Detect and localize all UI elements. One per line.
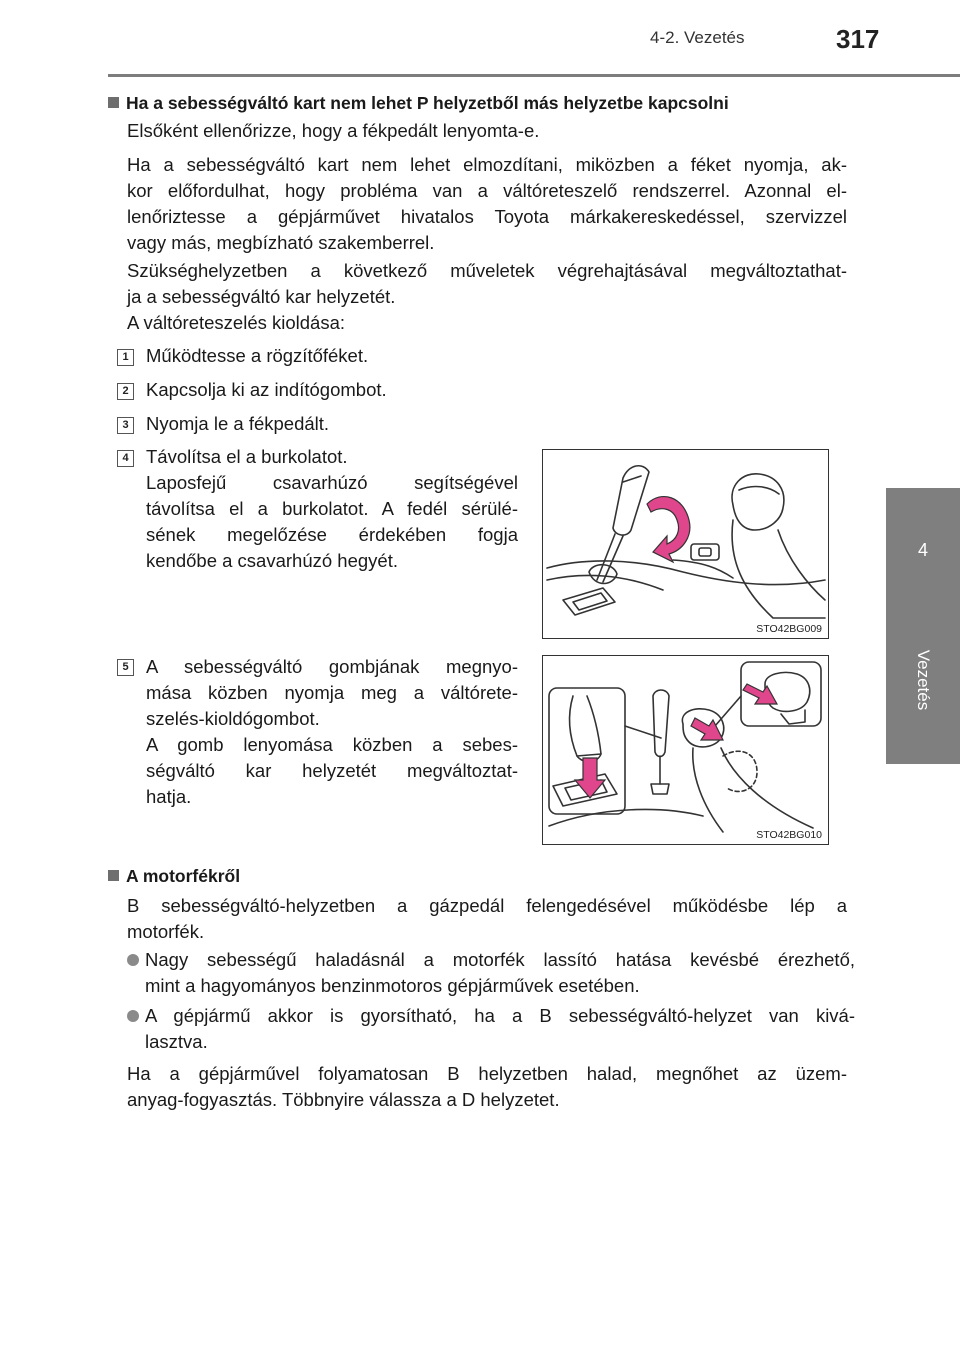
text-line: mása közben nyomja meg a váltórete-	[146, 682, 518, 703]
text-line: szelés-kioldógombot.	[146, 708, 320, 729]
page-number: 317	[836, 24, 880, 54]
text-line: A sebességváltó gombjának megnyo-	[146, 656, 518, 677]
circle-bullet-icon	[127, 954, 139, 966]
text-line: Ha a gépjárművel folyamatosan B helyzetben halad, megnőhet az üzem-	[127, 1063, 847, 1084]
step-number-badge: 2	[117, 383, 134, 400]
figure-code: STO42BG009	[756, 623, 822, 635]
text-line: Ha a sebességváltó kart nem lehet elmozdítani, miközben a féket nyomja, ak-	[127, 154, 847, 175]
text-line: A gépjármű akkor is gyorsítható, ha a B sebességváltó-helyzet van kivá-	[145, 1005, 855, 1026]
step-text: Kapcsolja ki az indítógombot.	[146, 379, 387, 400]
step-text: Nyomja le a fékpedált.	[146, 413, 330, 434]
step-text-block	[146, 444, 518, 574]
paragraph	[127, 1061, 847, 1113]
chapter-title: Vezetés	[914, 649, 933, 711]
text-line: Szükséghelyzetben a következő műveletek végrehajtásával megváltoztathat-	[127, 260, 847, 281]
text-line: kendőbe a csavarhúzó hegyét.	[146, 550, 398, 571]
text-line: A gomb lenyomása közben a sebes-	[146, 734, 518, 755]
text-line: hatja.	[146, 786, 192, 807]
paragraph	[127, 152, 847, 256]
figure-remove-cover	[542, 449, 829, 639]
illustration-shift-release	[543, 656, 828, 844]
illustration-screwdriver-cover	[543, 450, 828, 638]
paragraph	[127, 258, 847, 310]
text-line: motorfék.	[127, 921, 205, 942]
paragraph: Elsőként ellenőrizze, hogy a fékpedált lenyomta-e.	[127, 120, 540, 141]
text-line: Laposfejű csavarhúzó segítségével	[146, 472, 518, 493]
text-line: ja a sebességváltó kar helyzetét.	[127, 286, 396, 307]
text-line: vagy más, megbízható szakemberrel.	[127, 232, 435, 253]
circle-bullet-icon	[127, 1010, 139, 1022]
text-line: Nagy sebességű haladásnál a motorfék lassító hatása kevésbé érezhető,	[145, 949, 855, 970]
text-line: Távolítsa el a burkolatot.	[146, 446, 348, 467]
rotate-arrow-icon	[647, 497, 690, 562]
paragraph	[127, 893, 847, 945]
text-line: mint a hagyományos benzinmotoros gépjárművek esetében.	[145, 975, 640, 996]
text-line: távolítsa el a burkolatot. A fedél sérülé-	[146, 498, 518, 519]
bullet-item	[127, 947, 867, 996]
text-line: sének megelőzése érdekében fogja	[146, 524, 518, 545]
step-text: Működtesse a rögzítőféket.	[146, 345, 369, 366]
step-text-block	[146, 654, 518, 810]
step-number-badge: 3	[117, 417, 134, 434]
push-arrow-inset-icon	[743, 684, 777, 704]
square-bullet-icon	[108, 97, 119, 108]
section-heading-engine-brake	[108, 865, 240, 887]
bullet-item	[127, 1003, 867, 1052]
chapter-number: 4	[917, 540, 928, 560]
figure-shift-lock-release	[542, 655, 829, 845]
chapter-title-tab	[886, 596, 960, 764]
paragraph: A váltóreteszelés kioldása:	[127, 312, 346, 333]
text-line: B sebességváltó-helyzetben a gázpedál felengedésével működésbe lép a	[127, 895, 847, 916]
section-heading-text: Ha a sebességváltó kart nem lehet P helyzetből más helyzetbe kapcsolni	[126, 93, 729, 113]
text-line: kor előfordulhat, hogy probléma van a váltóreteszelő rendszerrel. Azonnal el-	[127, 180, 847, 201]
header-rule	[108, 74, 960, 77]
press-down-arrow-icon	[575, 758, 605, 798]
text-line: anyag-fogyasztás. Többnyire válassza a D helyzetet.	[127, 1089, 560, 1110]
step-number-badge: 4	[117, 450, 134, 467]
square-bullet-icon	[108, 870, 119, 881]
figure-code: STO42BG010	[756, 829, 822, 841]
step-number-badge: 5	[117, 659, 134, 676]
text-line: ségváltó kar helyzetét megváltoztat-	[146, 760, 518, 781]
section-heading-text: A motorfékről	[126, 866, 241, 886]
running-header-section: 4-2. Vezetés	[650, 28, 745, 47]
step-number-badge: 1	[117, 349, 134, 366]
text-line: lasztva.	[145, 1031, 208, 1052]
text-line: lenőriztesse a gépjárművet hivatalos Toyota márkakereskedéssel, szervizzel	[127, 206, 847, 227]
section-heading-p-lock	[108, 92, 729, 114]
